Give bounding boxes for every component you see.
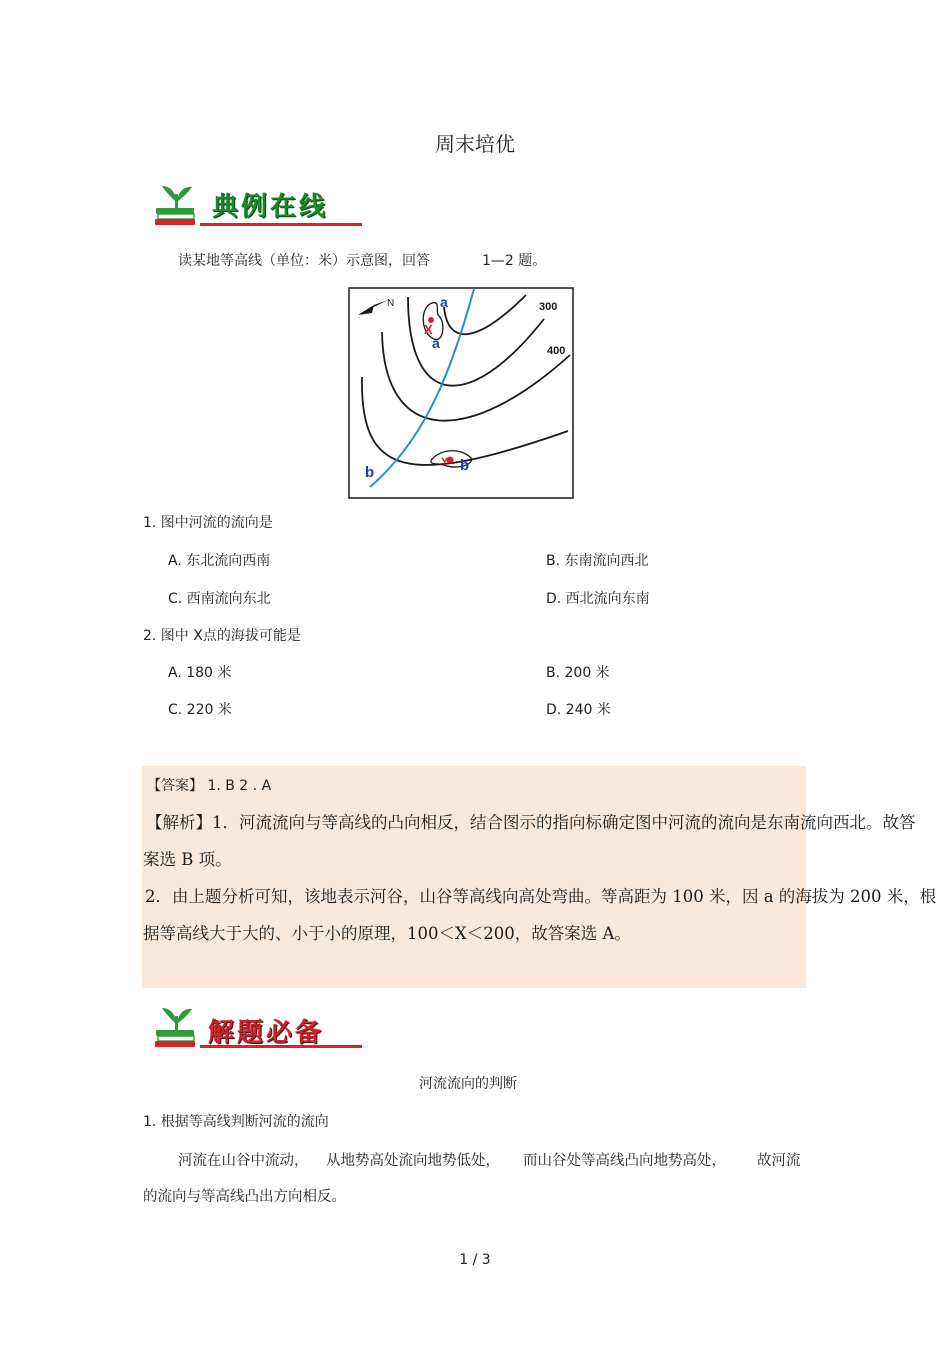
paragraph-part-2: 从地势高处流向地势低处， (326, 1153, 500, 1169)
answer-line: 【答案】 1. B 2 . A (147, 778, 272, 794)
q1-option-d: D. 西北流向东南 (546, 591, 650, 607)
section-banner-examples (150, 180, 365, 230)
banner-title: 典例在线 (212, 192, 329, 222)
explanation-line-1: 【解析】1．河流流向与等高线的凸向相反，结合图示的指向标确定图中河流的流向是东南流向西北。故答 (146, 813, 916, 832)
section-title: 河流流向的判断 (419, 1076, 517, 1092)
page-title: 周末培优 (435, 132, 515, 156)
q1-option-b: B. 东南流向西北 (546, 553, 649, 569)
banner-title: 解题必备 (208, 1018, 325, 1048)
paragraph-part-3: 而山谷处等高线凸向地势高处， (523, 1153, 726, 1169)
north-label: N (387, 298, 395, 309)
paragraph-part-4: 故河流 (757, 1153, 801, 1169)
question-2-stem: 2. 图中 X点的海拔可能是 (143, 628, 301, 644)
section-banner-essentials (150, 1002, 365, 1052)
label-y: Y (441, 456, 449, 468)
question-range: 1—2 题。 (482, 253, 547, 269)
question-intro (178, 250, 546, 270)
label-400: 400 (547, 345, 566, 357)
q2-option-d: D. 240 米 (546, 702, 611, 718)
question-1-stem: 1. 图中河流的流向是 (143, 515, 273, 531)
label-300: 300 (539, 301, 558, 313)
q2-option-b: B. 200 米 (546, 665, 610, 681)
label-x: X (424, 322, 433, 337)
answer-box (142, 766, 806, 988)
label-b-left: b (365, 464, 375, 481)
explanation-line-2: 案选 B 项。 (143, 850, 232, 869)
paragraph-part-1: 河流在山谷中流动， (178, 1153, 309, 1169)
question-intro-text: 读某地等高线（单位：米）示意图，回答 (178, 253, 430, 269)
page-number: 1 / 3 (459, 1252, 491, 1268)
explanation-line-3: 2．由上题分析可知，该地表示河谷，山谷等高线向高处弯曲。等高距为 100 米，因 a 的海拔为 200 米，根 (145, 887, 937, 906)
point-1-heading: 1. 根据等高线判断河流的流向 (143, 1114, 329, 1130)
q1-option-a: A. 东北流向西南 (168, 553, 271, 569)
paragraph-line-2: 的流向与等高线凸出方向相反。 (143, 1189, 346, 1205)
q1-option-c: C. 西南流向东北 (168, 591, 271, 607)
label-b-right: b (460, 457, 470, 474)
label-a-bottom: a (432, 335, 440, 351)
contour-map (348, 287, 574, 499)
explanation-line-4: 据等高线大于大的、小于小的原理，100＜X＜200，故答案选 A。 (143, 924, 631, 943)
q2-option-a: A. 180 米 (168, 665, 232, 681)
q2-option-c: C. 220 米 (168, 702, 232, 718)
label-a-top: a (440, 294, 448, 310)
